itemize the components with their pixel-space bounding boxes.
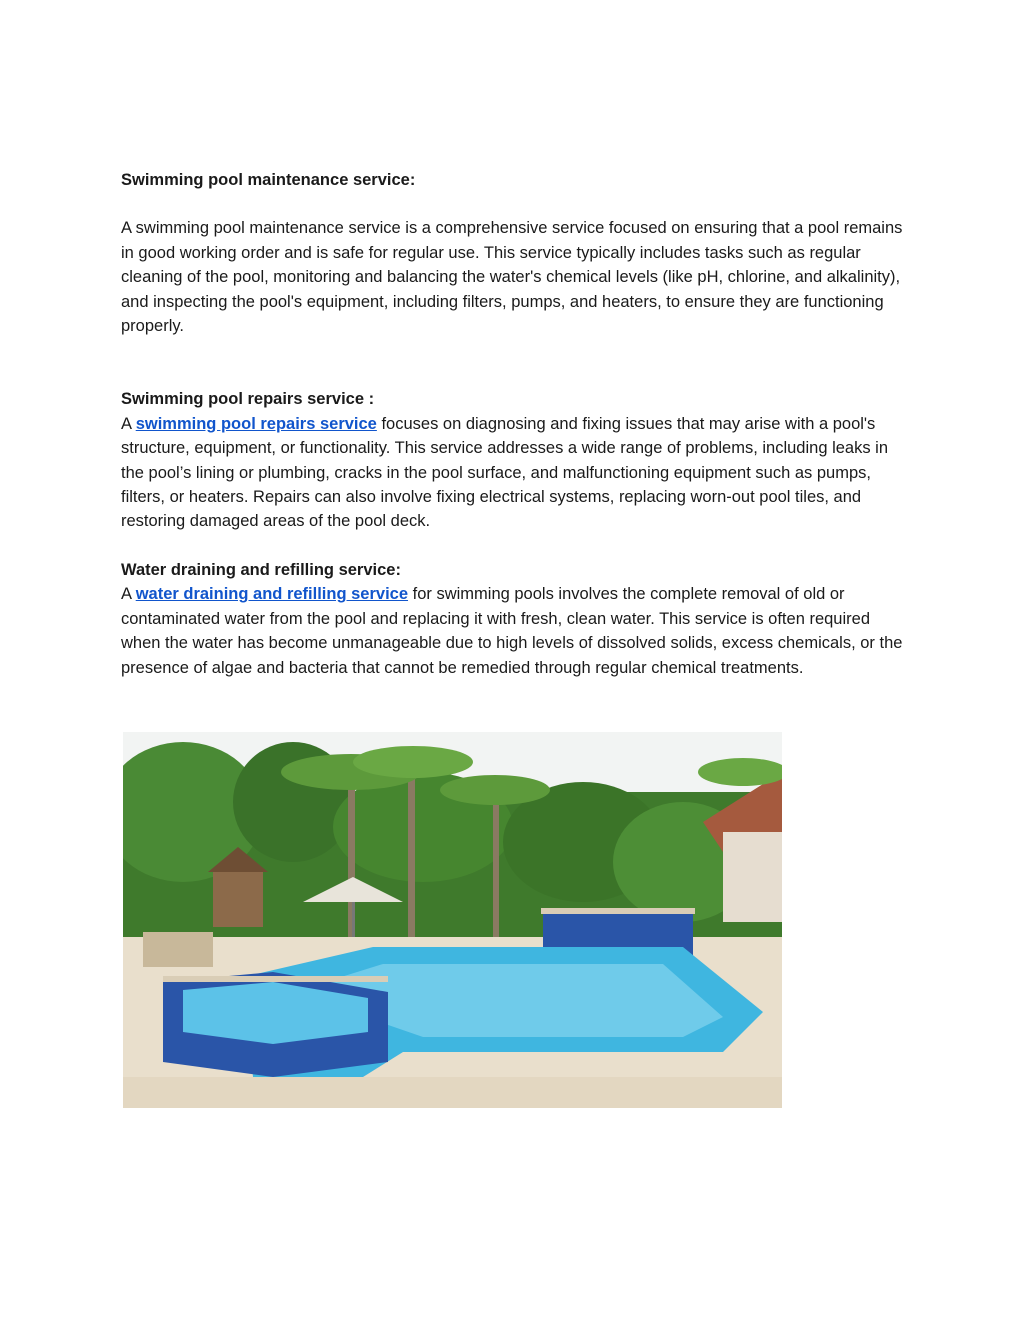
draining-service-link[interactable]: water draining and refilling service: [135, 585, 409, 604]
repairs-heading: Swimming pool repairs service :: [121, 390, 375, 409]
document-body: [121, 168, 911, 680]
draining-heading: Water draining and refilling service:: [121, 560, 401, 579]
maintenance-paragraph: A swimming pool maintenance service is a comprehensive service focused on ensuring that a pool remains in good working order and is safe for regular use. This service typically includes tasks such as regular cleaning of the pool, monitoring and balancing the water's chemical levels (like pH, chlorine, and alkalinity), and inspecting the pool's equipment, including filters, pumps, and heaters, to ensure they are functioning properly.: [121, 219, 903, 336]
draining-prefix: A: [121, 585, 136, 604]
maintenance-heading: Swimming pool maintenance service:: [121, 171, 416, 189]
draining-paragraph: [121, 582, 911, 680]
repairs-prefix: A: [121, 414, 136, 433]
repairs-service-link[interactable]: swimming pool repairs service: [135, 414, 377, 433]
repairs-body: focuses on diagnosing and fixing issues that may arise with a pool's structure, equipment, or functionality. This service addresses a wide range of problems, including leaks in the pool’s lining or plumbing, cracks in the pool surface, and malfunctioning equipment such as pumps, filters, or heaters. Repairs can also involve fixing electrical systems, replacing worn-out pool tiles, and restoring damaged areas of the pool deck.: [121, 414, 889, 531]
draining-body: for swimming pools involves the complete removal of old or contaminated water from the pool and replacing it with fresh, clean water. This service is often required when the water has become unmanageable due to high levels of dissolved solids, excess chemicals, or the presence of algae and bacteria that cannot be remedied through regular chemical treatments.: [121, 585, 903, 677]
swimming-pool-photo: [123, 732, 782, 1108]
repairs-paragraph: [121, 412, 911, 534]
